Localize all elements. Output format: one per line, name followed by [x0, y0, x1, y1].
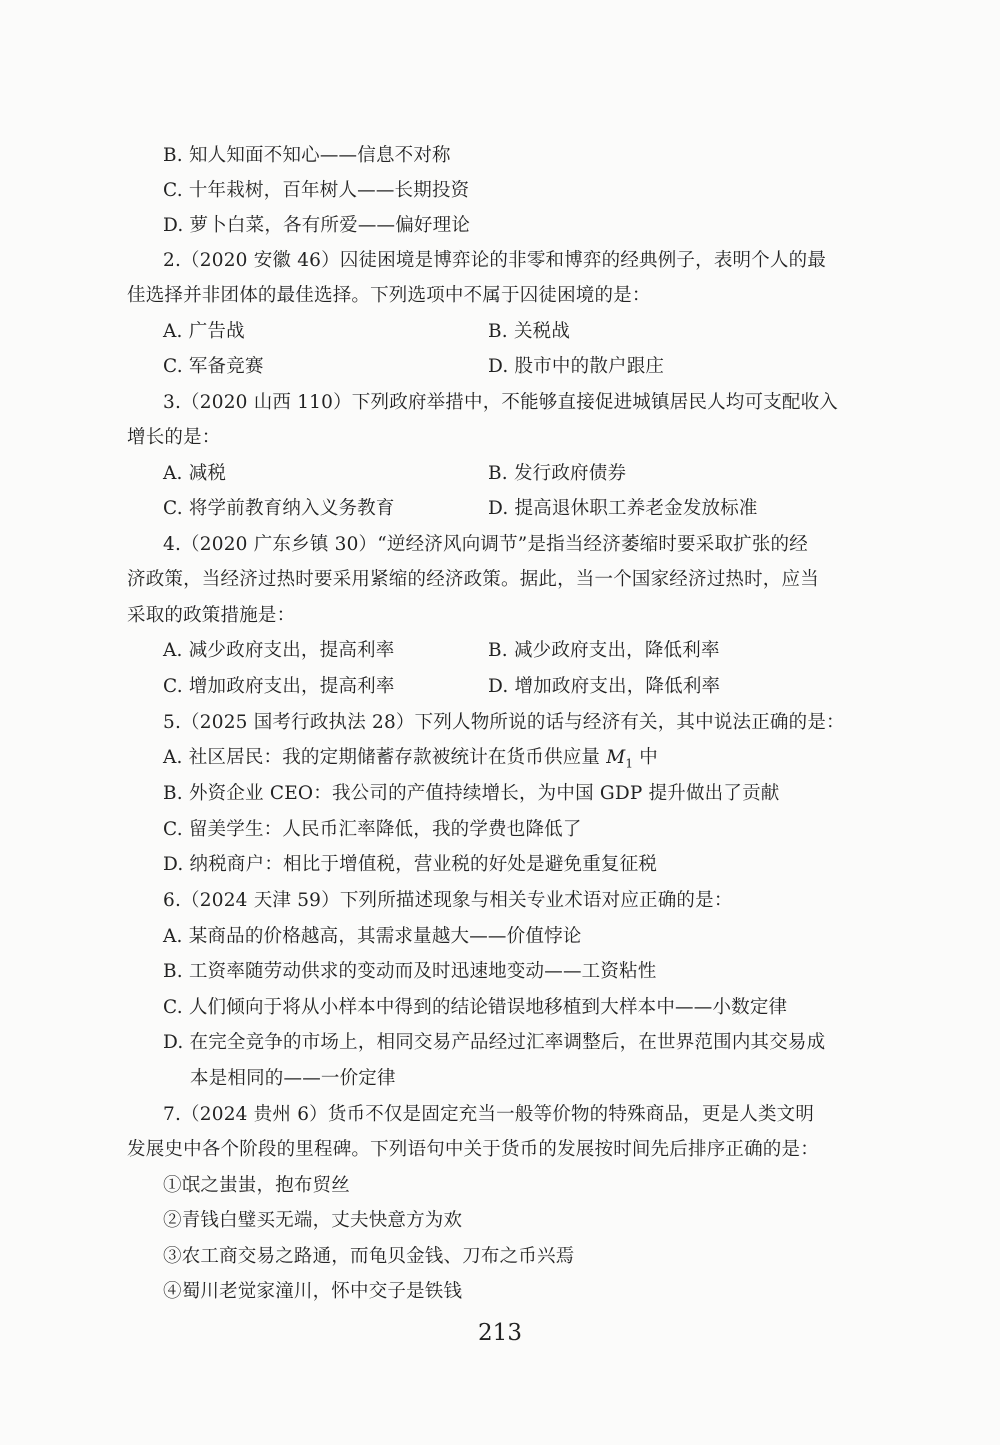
option-3-a: A. 减税 — [163, 463, 227, 484]
option-1-c: C. 十年栽树，百年树人——长期投资 — [163, 180, 470, 201]
question-2-stem: 2.（2020 安徽 46）囚徒困境是博弈论的非零和博弈的经典例子，表明个人的最 — [163, 250, 827, 271]
question-4-stem: 4.（2020 广东乡镇 30）“逆经济风向调节”是指当经济萎缩时要采取扩张的经 — [163, 534, 808, 555]
option-1-b: B. 知人知面不知心——信息不对称 — [163, 145, 451, 166]
option-3-b: B. 发行政府债券 — [488, 463, 627, 484]
question-7-stem: 7.（2024 贵州 6）货币不仅是固定充当一般等价物的特殊商品，更是人类文明 — [163, 1104, 815, 1125]
option-3-d: D. 提高退休职工养老金发放标准 — [488, 498, 758, 519]
option-2-d: D. 股市中的散户跟庄 — [488, 356, 665, 377]
question-4-stem-cont-1: 济政策，当经济过热时要采用紧缩的经济政策。据此，当一个国家经济过热时，应当 — [127, 569, 819, 590]
option-5-b: B. 外资企业 CEO：我公司的产值持续增长，为中国 GDP 提升做出了贡献 — [163, 783, 780, 804]
option-6-d-cont: 本是相同的——一价定律 — [190, 1068, 396, 1089]
option-2-c: C. 军备竞赛 — [163, 356, 264, 377]
question-3-stem-cont: 增长的是： — [127, 427, 221, 448]
option-3-c: C. 将学前教育纳入义务教育 — [163, 498, 395, 519]
option-4-a: A. 减少政府支出，提高利率 — [163, 640, 395, 661]
option-5-a — [163, 745, 658, 777]
question-2-stem-cont: 佳选择并非团体的最佳选择。下列选项中不属于囚徒困境的是： — [127, 285, 651, 306]
statement-7-3: ③农工商交易之路通，而龟贝金钱、刀布之币兴焉 — [163, 1246, 575, 1267]
option-4-d: D. 增加政府支出，降低利率 — [488, 676, 721, 697]
page-number: 213 — [478, 1320, 522, 1346]
option-6-a: A. 某商品的价格越高，其需求量越大——价值悖论 — [163, 926, 582, 947]
question-6-stem: 6.（2024 天津 59）下列所描述现象与相关专业术语对应正确的是： — [163, 890, 733, 911]
question-5-stem: 5.（2025 国考行政执法 28）下列人物所说的话与经济有关，其中说法正确的是： — [163, 712, 845, 733]
statement-7-2: ②青钱白璧买无端，丈夫快意方为欢 — [163, 1210, 463, 1231]
option-5-c: C. 留美学生：人民币汇率降低，我的学费也降低了 — [163, 819, 582, 840]
money-supply-symbol: M — [606, 747, 626, 768]
option-4-c: C. 增加政府支出，提高利率 — [163, 676, 395, 697]
question-3-stem: 3.（2020 山西 110）下列政府举措中，不能够直接促进城镇居民人均可支配收入 — [163, 392, 839, 413]
question-7-stem-cont: 发展史中各个阶段的里程碑。下列语句中关于货币的发展按时间先后排序正确的是： — [127, 1139, 819, 1160]
question-4-stem-cont-2: 采取的政策措施是： — [127, 605, 296, 626]
option-4-b: B. 减少政府支出，降低利率 — [488, 640, 720, 661]
statement-7-4: ④蜀川老觉家潼川，怀中交子是铁钱 — [163, 1281, 463, 1302]
option-6-d: D. 在完全竞争的市场上，相同交易产品经过汇率调整后，在世界范围内其交易成 — [163, 1032, 826, 1053]
option-1-d: D. 萝卜白菜，各有所爱——偏好理论 — [163, 215, 471, 236]
option-6-b: B. 工资率随劳动供求的变动而及时迅速地变动——工资粘性 — [163, 961, 657, 982]
option-5-a-text: A. 社区居民：我的定期储蓄存款被统计在货币供应量 — [163, 747, 607, 768]
option-5-a-suffix: 中 — [633, 747, 658, 768]
option-6-c: C. 人们倾向于将从小样本中得到的结论错误地移植到大样本中——小数定律 — [163, 997, 788, 1018]
statement-7-1: ①氓之蚩蚩，抱布贸丝 — [163, 1175, 351, 1196]
option-5-d: D. 纳税商户：相比于增值税，营业税的好处是避免重复征税 — [163, 854, 658, 875]
option-2-b: B. 关税战 — [488, 321, 571, 342]
money-supply-subscript: 1 — [625, 756, 634, 771]
option-2-a: A. 广告战 — [163, 321, 245, 342]
